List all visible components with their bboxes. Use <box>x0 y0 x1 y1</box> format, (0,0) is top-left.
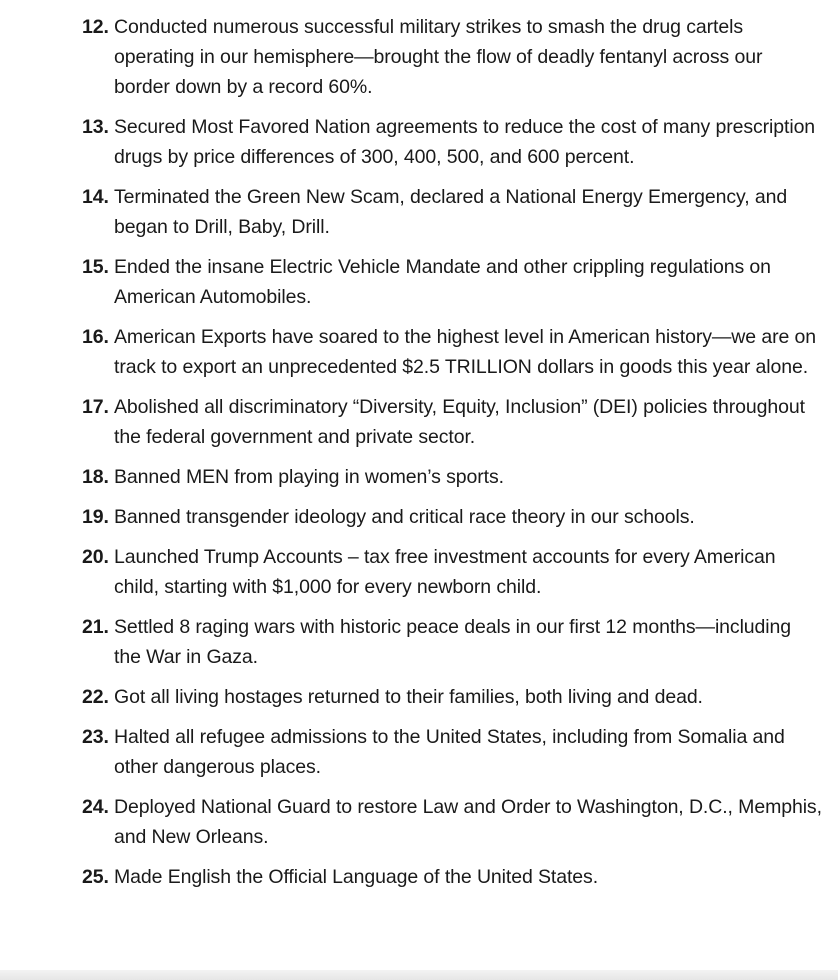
list-item <box>82 182 822 242</box>
list-item <box>82 252 822 312</box>
item-number: 12. <box>82 16 109 38</box>
item-number: 16. <box>82 326 109 348</box>
item-text: Conducted numerous successful military strikes to smash the drug cartels operating in our hemisphere—brought the flow of deadly fentanyl across our border down by a record 60%. <box>114 16 763 98</box>
item-number: 13. <box>82 116 109 138</box>
bottom-edge-bar <box>0 970 838 980</box>
list-item <box>82 862 822 892</box>
item-number: 17. <box>82 396 109 418</box>
list-item <box>82 392 822 452</box>
list-item <box>82 612 822 672</box>
item-text: Abolished all discriminatory “Diversity, Equity, Inclusion” (DEI) policies throughout the federal government and private sector. <box>114 396 805 448</box>
item-number: 22. <box>82 686 109 708</box>
item-text: Got all living hostages returned to their families, both living and dead. <box>114 686 703 708</box>
list-item <box>82 722 822 782</box>
item-number: 24. <box>82 796 109 818</box>
item-text: Ended the insane Electric Vehicle Mandate and other crippling regulations on American Automobiles. <box>114 256 771 308</box>
list-item <box>82 12 822 102</box>
item-text: Launched Trump Accounts – tax free investment accounts for every American child, starting with $1,000 for every newborn child. <box>114 546 776 598</box>
list-item <box>82 112 822 172</box>
list-item <box>82 792 822 852</box>
list-item <box>82 542 822 602</box>
list-item <box>82 682 822 712</box>
item-number: 14. <box>82 186 109 208</box>
item-number: 25. <box>82 866 109 888</box>
item-text: Banned MEN from playing in women’s sports. <box>114 466 504 488</box>
item-text: Halted all refugee admissions to the United States, including from Somalia and other dangerous places. <box>114 726 785 778</box>
item-text: Made English the Official Language of the United States. <box>114 866 599 888</box>
item-text: Deployed National Guard to restore Law and Order to Washington, D.C., Memphis, and New Orleans. <box>114 796 822 848</box>
item-text: Banned transgender ideology and critical race theory in our schools. <box>114 506 695 528</box>
item-text: Terminated the Green New Scam, declared a National Energy Emergency, and began to Drill, Baby, Drill. <box>114 186 788 238</box>
item-number: 23. <box>82 726 109 748</box>
item-number: 18. <box>82 466 109 488</box>
item-text: American Exports have soared to the highest level in American history—we are on track to export an unprecedented $2.5 TRILLION dollars in goods this year alone. <box>114 326 817 378</box>
list-item <box>82 462 822 492</box>
list-item <box>82 502 822 532</box>
list-item <box>82 322 822 382</box>
item-text: Secured Most Favored Nation agreements to reduce the cost of many prescription drugs by price differences of 300, 400, 500, and 600 percent. <box>114 116 816 168</box>
item-number: 21. <box>82 616 109 638</box>
accomplishments-list <box>82 12 822 902</box>
item-number: 20. <box>82 546 109 568</box>
item-number: 19. <box>82 506 109 528</box>
item-number: 15. <box>82 256 109 278</box>
item-text: Settled 8 raging wars with historic peace deals in our first 12 months—including the War in Gaza. <box>114 616 792 668</box>
